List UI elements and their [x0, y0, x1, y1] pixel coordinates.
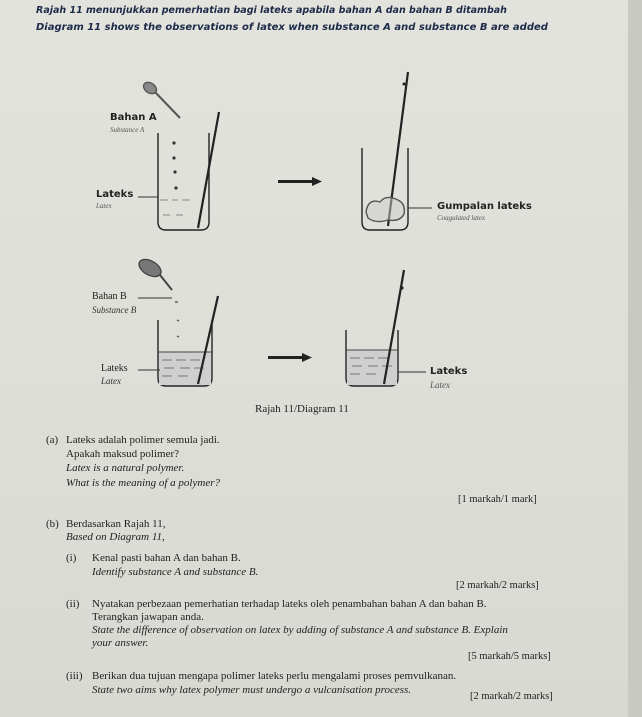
top-left-beaker: [141, 80, 219, 230]
q-b-en: Based on Diagram 11,: [66, 531, 165, 543]
q-bii-ms1: Nyatakan perbezaan pemerhatian terhadap lateks oleh penambahan bahan A dan bahan B.: [92, 598, 487, 610]
q-b-ms: Berdasarkan Rajah 11,: [66, 518, 166, 530]
q-bii-en2: your answer.: [92, 637, 149, 649]
q-bii-ms2: Terangkan jawapan anda.: [92, 611, 204, 623]
q-a-en2: What is the meaning of a polymer?: [66, 477, 220, 489]
header-line-2: Diagram 11 shows the observations of latex when substance A and substance B are added: [36, 22, 548, 33]
q-bi-marks: [2 markah/2 marks]: [456, 580, 539, 591]
label-lateks-bottom: Lateks: [101, 363, 128, 374]
q-bii-marks: [5 markah/5 marks]: [468, 651, 551, 662]
label-gumpalan-lateks: Gumpalan lateks: [437, 201, 532, 212]
q-a-label: (a): [46, 434, 59, 446]
header-handwriting: Rajah 11 menunjukkan pemerhatian bagi lateks apabila bahan A dan bahan B ditambah: [36, 5, 507, 16]
label-coagulated-latex: Coagulated latex: [437, 214, 486, 222]
q-biii-en: State two aims why latex polymer must undergo a vulcanisation process.: [92, 684, 412, 696]
q-bi-label: (i): [66, 552, 77, 564]
bottom-left-beaker: [136, 256, 218, 386]
q-bii-label: (ii): [66, 598, 80, 610]
top-arrow: [278, 177, 322, 186]
label-bahan-b: Bahan B: [92, 291, 127, 302]
label-lateks-right: Lateks: [430, 366, 468, 377]
header-line-1: [36, 4, 507, 16]
label-latex-bottom: Latex: [101, 376, 121, 386]
q-a-en1: Latex is a natural polymer.: [66, 462, 185, 474]
label-substance-a: Substance A: [110, 126, 145, 134]
q-biii-marks: [2 markah/2 marks]: [470, 691, 553, 702]
top-right-beaker: [362, 72, 408, 230]
label-latex-right: Latex: [430, 380, 450, 390]
bottom-right-beaker: [346, 270, 404, 386]
q-a-ms1: Lateks adalah polimer semula jadi.: [66, 434, 220, 446]
q-a-ms2: Apakah maksud polimer?: [66, 448, 180, 460]
label-substance-b: Substance B: [92, 305, 137, 315]
label-bahan-a: Bahan A: [110, 112, 157, 123]
q-bii-en1: State the difference of observation on latex by adding of substance A and substance B. Explain: [92, 624, 508, 636]
diagram-caption: Rajah 11/Diagram 11: [255, 403, 349, 415]
bottom-arrow: [268, 353, 312, 362]
label-lateks-top: Lateks: [96, 189, 134, 200]
q-bi-en: Identify substance A and substance B.: [92, 566, 259, 578]
q-b-label: (b): [46, 518, 59, 530]
label-latex-top: Latex: [96, 202, 112, 210]
q-bi-ms: Kenal pasti bahan A dan bahan B.: [92, 552, 241, 564]
q-biii-label: (iii): [66, 670, 83, 682]
q-biii-ms: Berikan dua tujuan mengapa polimer lateks perlu mengalami proses pemvulkanan.: [92, 670, 457, 682]
q-a-marks: [1 markah/1 mark]: [458, 494, 537, 505]
